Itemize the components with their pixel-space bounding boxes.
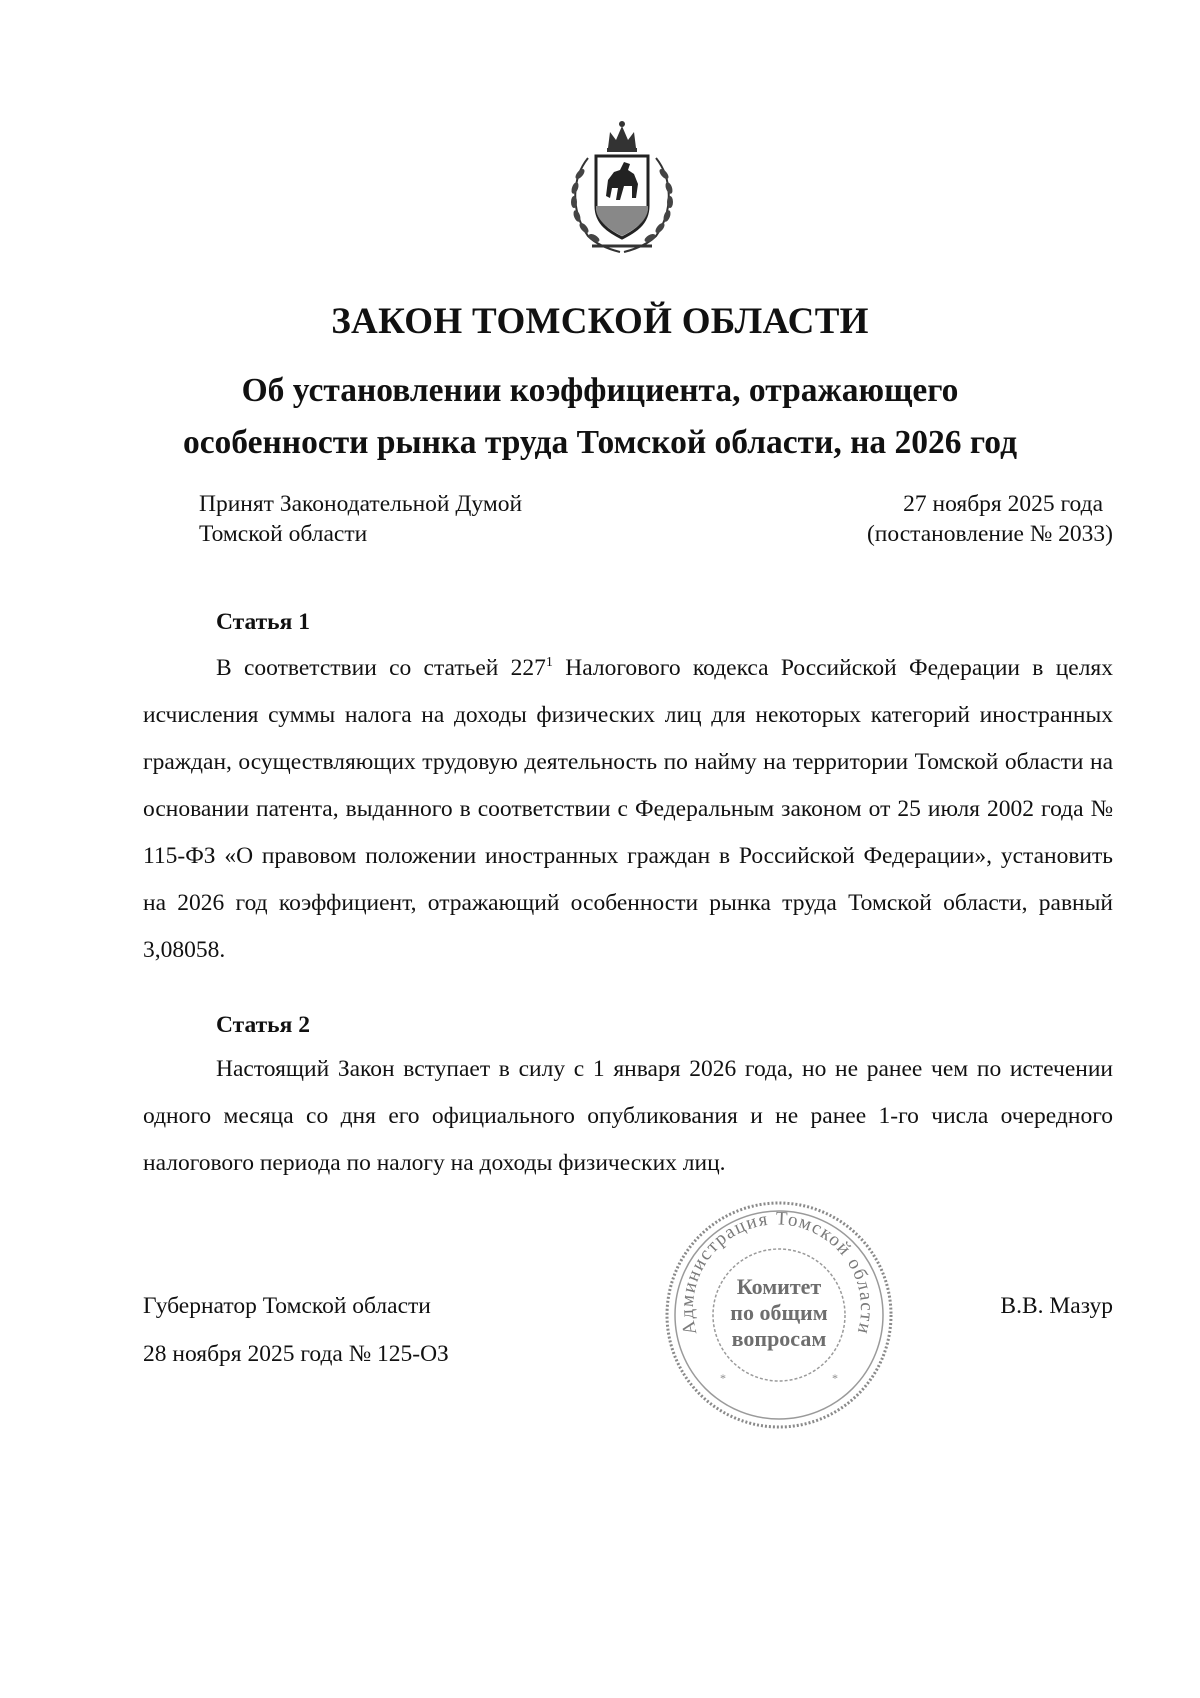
adoption-date-block xyxy=(867,489,1113,549)
stamp-outer-text: Администрация Томской области xyxy=(676,1208,878,1338)
stamp-center-line-3: вопросам xyxy=(731,1326,827,1351)
svg-text:*: * xyxy=(720,1371,726,1385)
law-subtitle-line-1: Об установлении коэффициента, отражающего xyxy=(241,372,959,409)
coat-of-arms-icon xyxy=(558,118,686,256)
adopted-by-line-1: Принят Законодательной Думой xyxy=(199,491,523,517)
svg-text:*: * xyxy=(832,1371,838,1385)
article-2-heading: Статья 2 xyxy=(216,1012,310,1038)
adopted-by-line-2: Томской области xyxy=(199,521,368,547)
signatory-name: В.В. Мазур xyxy=(1000,1293,1113,1319)
law-title: ЗАКОН ТОМСКОЙ ОБЛАСТИ xyxy=(331,301,869,342)
article-1-text-start: В соответствии со статьей 227 xyxy=(216,655,546,681)
official-stamp xyxy=(660,1196,898,1434)
law-date-number: 28 ноября 2025 года № 125-ОЗ xyxy=(143,1341,449,1367)
stamp-center-line-2: по общим xyxy=(730,1300,828,1325)
adoption-date: 27 ноября 2025 года xyxy=(903,491,1103,517)
resolution-number: (постановление № 2033) xyxy=(866,521,1113,547)
stamp-center-line-1: Комитет xyxy=(736,1274,822,1299)
signature-block xyxy=(143,1282,449,1378)
article-1-text xyxy=(143,645,1113,974)
signatory-position: Губернатор Томской области xyxy=(143,1293,431,1319)
article-2-text: Настоящий Закон вступает в силу с 1 января 2026 года, но не ранее чем по истечении одного месяца со дня его официального опубликования и не ранее 1-го числа очередного налогового периода по налогу на доходы физических лиц. xyxy=(143,1056,1113,1176)
adopted-by xyxy=(199,489,522,549)
article-1-superscript: 1 xyxy=(545,655,553,671)
article-1-heading: Статья 1 xyxy=(216,609,310,635)
law-subtitle xyxy=(100,365,1100,469)
article-1-text-rest: Налогового кодекса Российской Федерации в целях исчисления суммы налога на доходы физических лиц для некоторых категорий иностранных граждан, осуществляющих трудовую деятельность по найму на территории Томской области на основании патента, выданного в соответствии с Федеральным законом от 25 июля 2002 года № 115-ФЗ «О правовом положении иностранных граждан в Российской Федерации», установить на 2026 год коэффициент, отражающий особенности рынка труда Томской области, равный 3,08058. xyxy=(143,655,1113,963)
law-subtitle-line-2: особенности рынка труда Томской области, на 2026 год xyxy=(182,424,1018,461)
